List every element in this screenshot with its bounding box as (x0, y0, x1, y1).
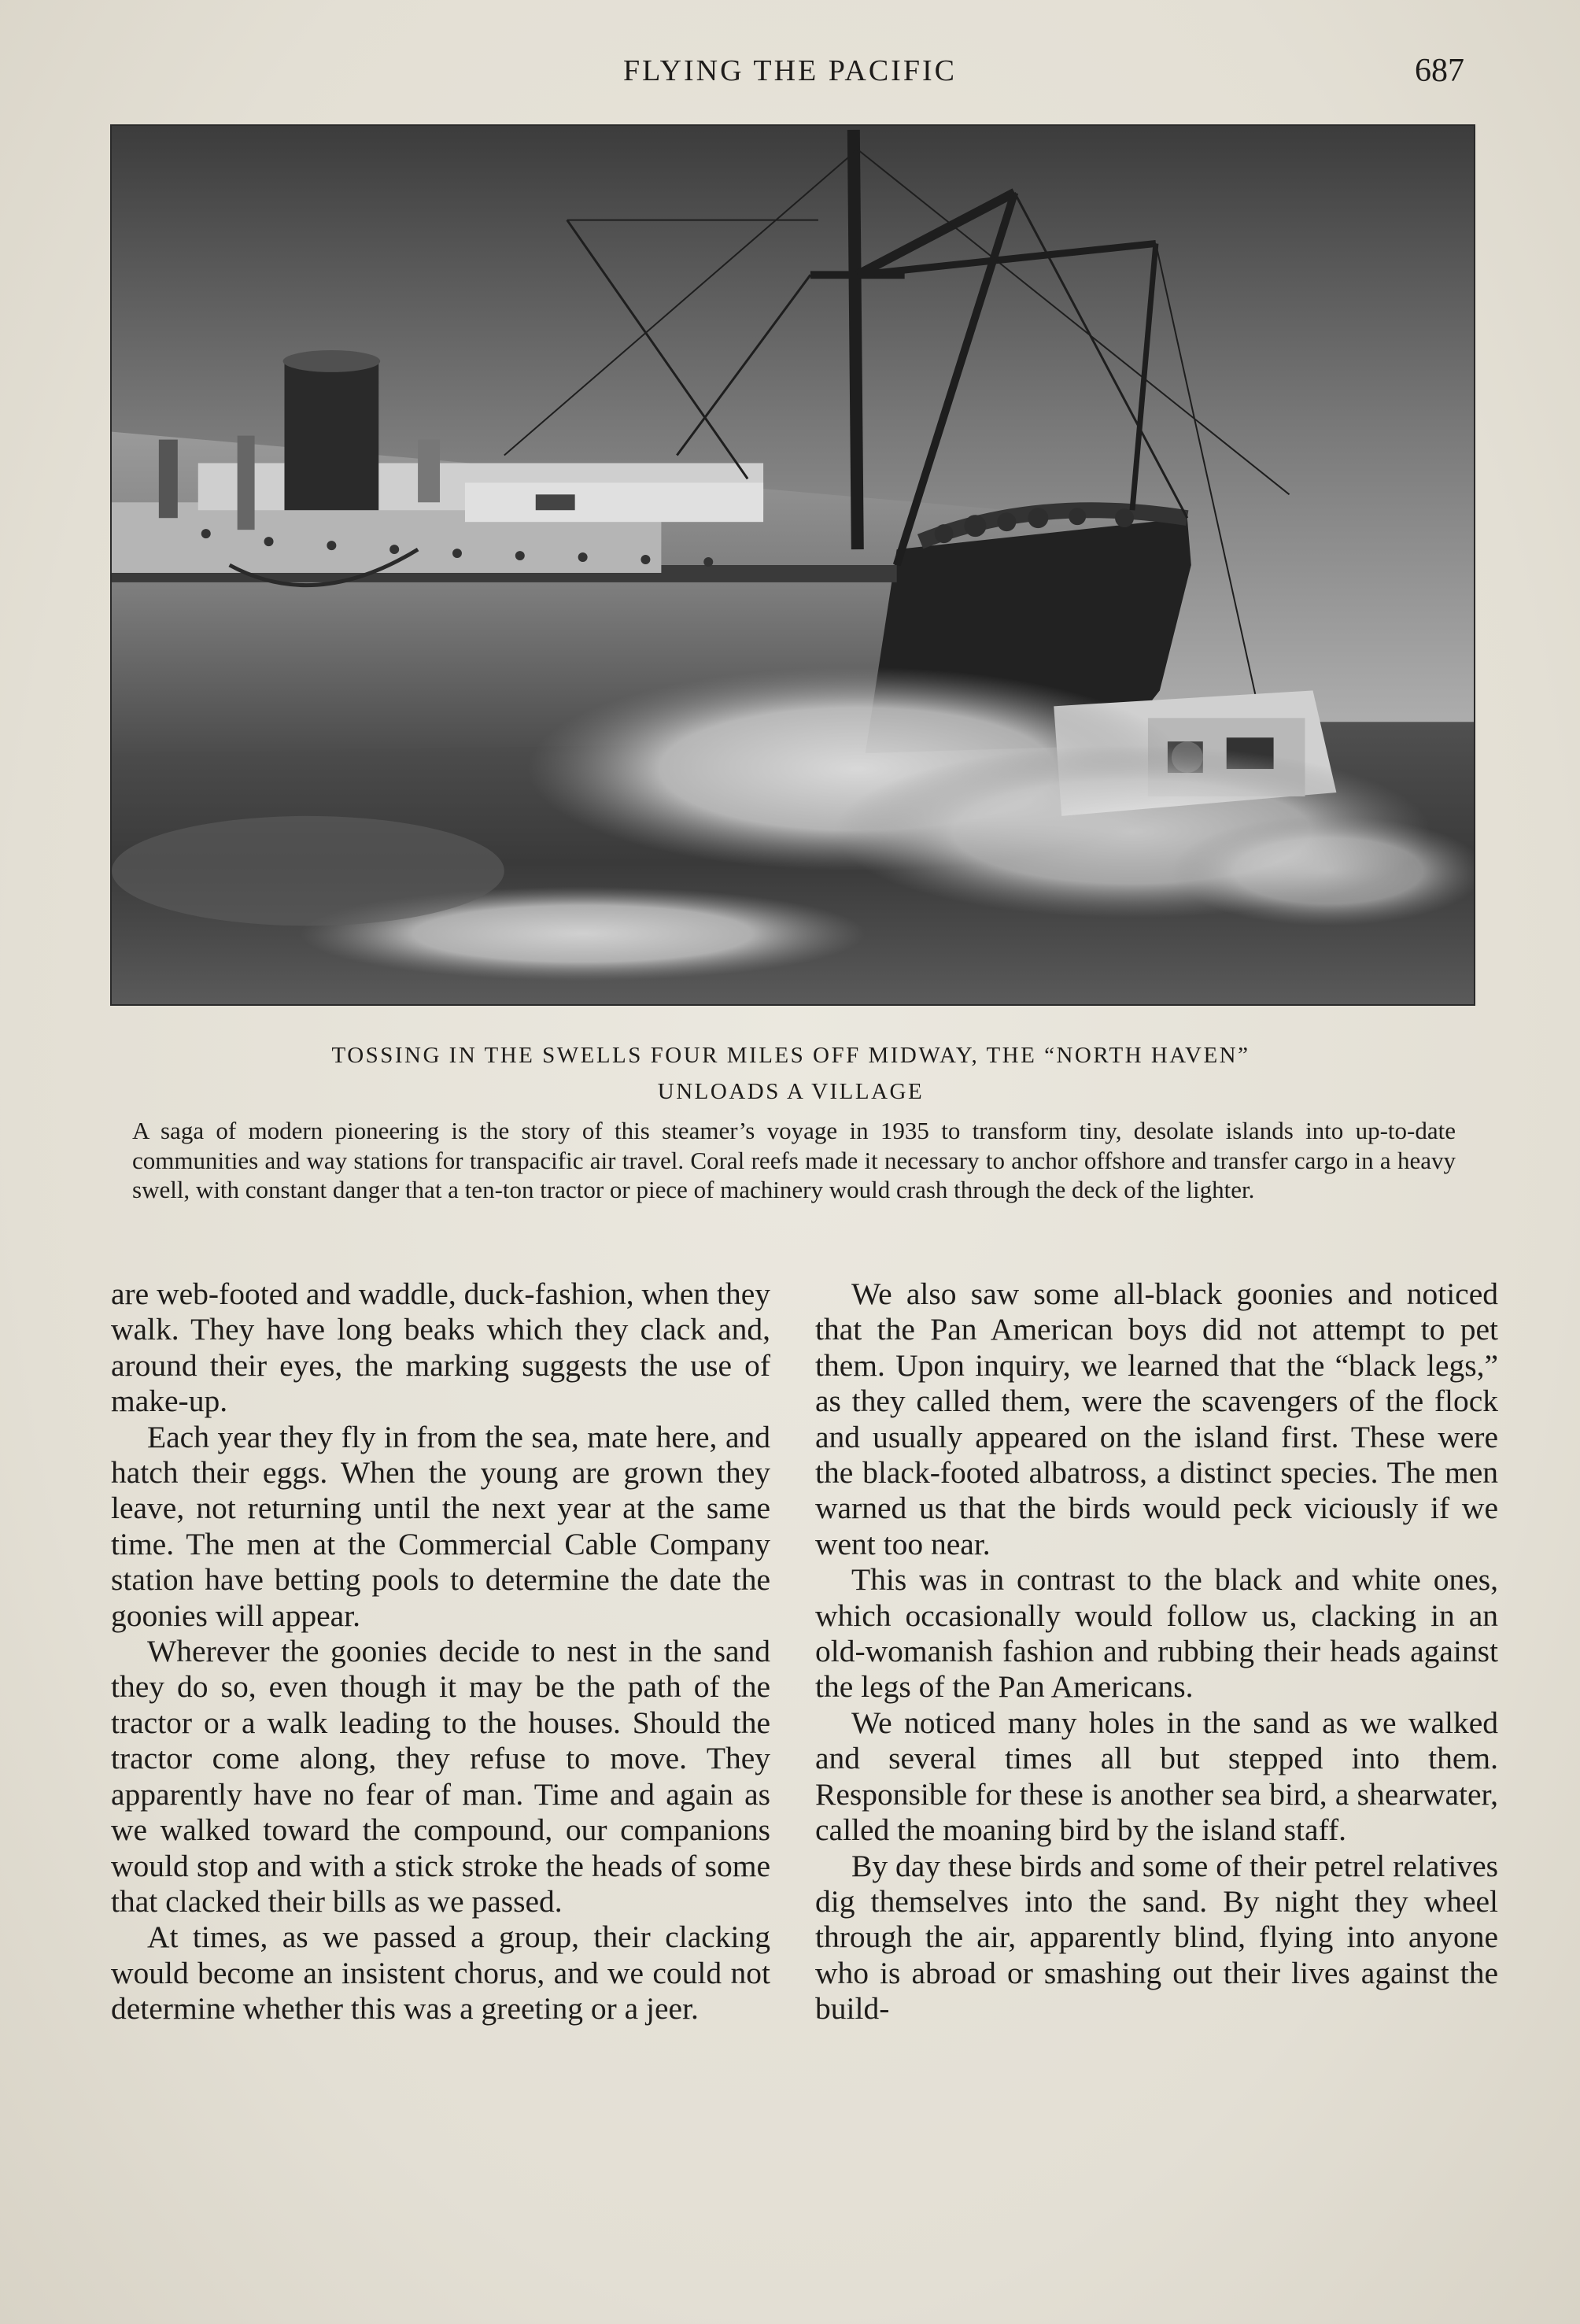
figure-caption-text: A saga of modern pioneering is the story of this steamer’s voyage in 1935 to transform tiny, desolate islands into up-to-date communities and way stations for transpacific air travel. Coral reefs made it necessary to anchor offshore and transfer cargo in a heavy swell, with constant danger that a ten-ton tractor or piece of machinery would crash through the deck of the lighter. (132, 1117, 1456, 1203)
paragraph: By day these birds and some of their petrel relatives dig themselves into the sand. By night they wheel through the air, apparently blind, flying into anyone who is abroad or smashing out their lives against the build- (815, 1848, 1498, 2027)
paragraph: Each year they fly in from the sea, mate here, and hatch their eggs. When the young are grown they leave, not returning until the next year at the same time. The men at the Commercial Cable Company station have betting pools to determine the date the goonies will appear. (111, 1419, 770, 1633)
caption-title-line-1: TOSSING IN THE SWELLS FOUR MILES OFF MIDWAY, THE “NORTH HAVEN” (331, 1043, 1250, 1068)
paragraph: We noticed many holes in the sand as we walked and several times all but stepped into them. Responsible for these is another sea bird, a shearwater, called the moaning bird by the island staff. (815, 1705, 1498, 1848)
figure-caption-title (126, 1037, 1456, 1110)
right-text-column (815, 1277, 1498, 2027)
paragraph: are web-footed and waddle, duck-fashion, when they walk. They have long beaks which they clack and, around their eyes, the marking suggests the use of make-up. (111, 1277, 770, 1419)
left-text-column (111, 1277, 770, 2027)
running-title: FLYING THE PACIFIC (623, 54, 957, 87)
steamer-photograph (110, 124, 1475, 1006)
paragraph: Wherever the goonies decide to nest in the sand they do so, even though it may be the path of the tractor or a walk leading to the houses. Should the tractor come along, they refuse to move. They apparently have no fear of man. Time and again as we walked toward the compound, our companions would stop and with a stick stroke the heads of some that clacked their bills as we passed. (111, 1634, 770, 1919)
paragraph: This was in contrast to the black and white ones, which occasionally would follow us, clacking in an old-womanish fashion and rubbing their heads against the legs of the Pan Americans. (815, 1562, 1498, 1705)
paragraph: We also saw some all-black goonies and noticed that the Pan American boys did not attempt to pet them. Upon inquiry, we learned that the “black legs,” as they called them, were the scavengers of the flock and usually appeared on the island first. These were the black-footed albatross, a distinct species. The men warned us that the birds would peck viciously if we went too near. (815, 1277, 1498, 1561)
paragraph: At times, as we passed a group, their clacking would become an insistent chorus, and we could not determine whether this was a greeting or a jeer. (111, 1919, 770, 2027)
caption-title-line-2: UNLOADS A VILLAGE (657, 1079, 925, 1104)
page-number: 687 (1415, 53, 1464, 89)
